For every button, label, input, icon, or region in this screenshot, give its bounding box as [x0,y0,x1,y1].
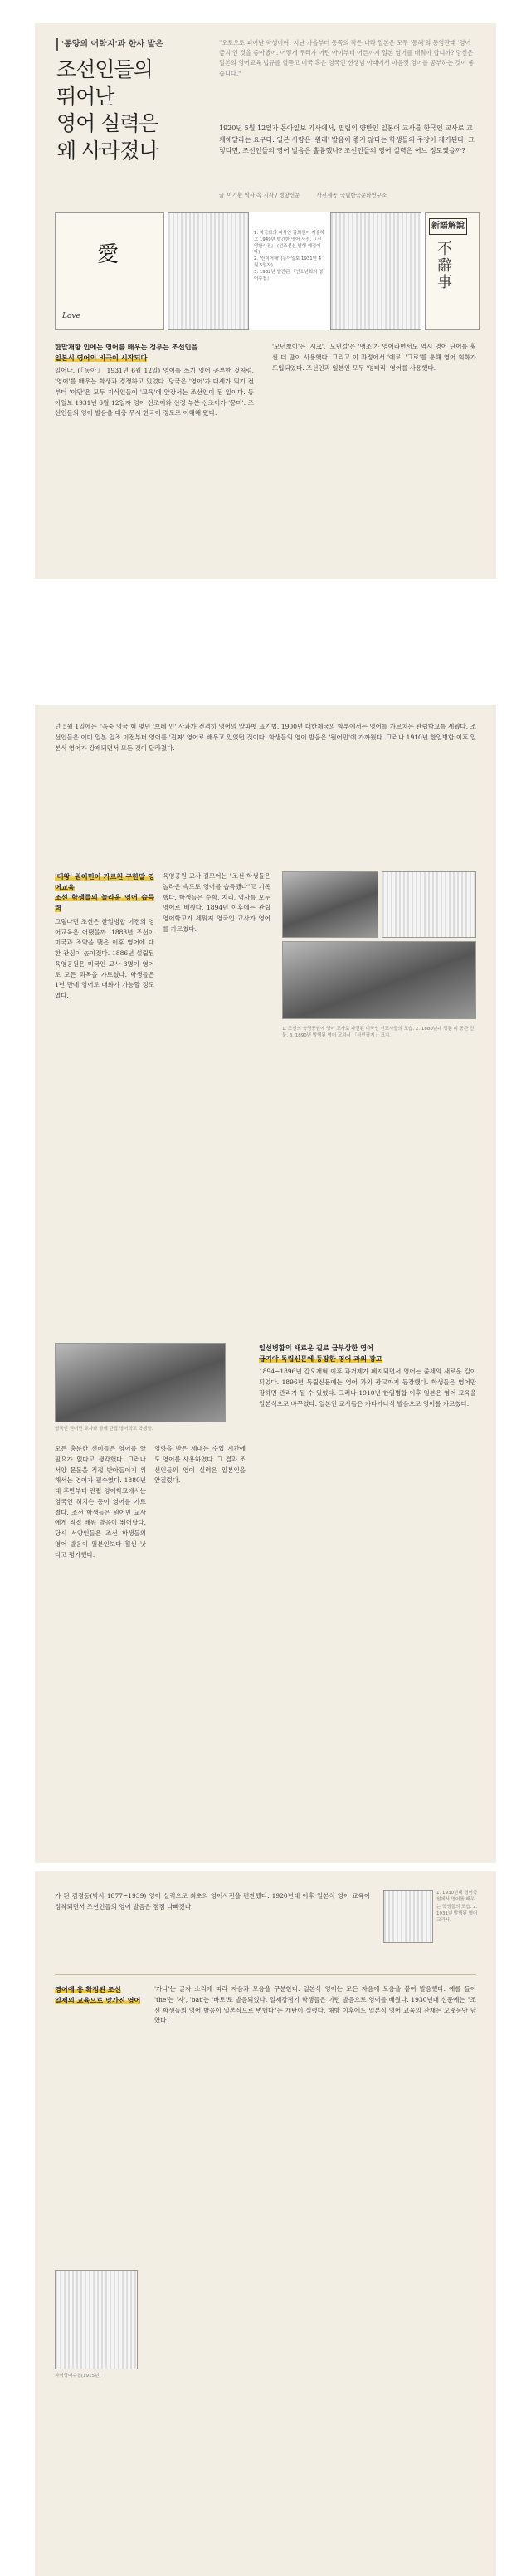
byline-author: 글_이기환 역사 속 기자 / 경향신문 [219,192,300,198]
section3-panel [35,1320,496,1863]
section3-col2: 영향을 받은 세대는 수업 시간에도 영어를 사용하였다. 그 결과 조선인들의 영어 실력은 일본인을 앞질렀다. [154,1445,246,1485]
dictionary-page-image-2 [168,212,249,330]
title-line: 조선인들의 [56,57,153,81]
section4-subhead-block: 영어에 흥 확정된 조선 일제의 교육으로 망가진 영어 [55,1985,141,2004]
photo-teachers [282,871,378,938]
opening-quote: "오로오로 피어난 학생이여! 지난 가을부터 동쪽의 작은 나라 일본은 모두 '동해'의 통영관래 '영어금지'인 것을 좋아했어. 어떻게 우리가 어린 아이부터 어른까지 일본 영어를 배워야 합니까? 당신은 일본의 영어교육 법규를 헐뜯고 미국 혹은 영국인 선생님 아래에서 마음껏 영어를 공부하는 것이 좋습니다." [219,39,475,77]
header-panel [35,23,496,579]
photo-building [282,941,476,1019]
section2-intro: 넌 5월 1일에는 "옥중 영국 혁 몇년 '브레 인' 사과가 전격히 영어의 알파벳 표기법. 1900년 대한제국의 학부에서는 영어를 가르치는 관립학교를 세웠다. 조선인들은 이미 일본 일조 이전부터 영어를 '진짜' 영어로 배우고 있었던 것이다. 학생들의 영어 발음은 '원어민'에 가까웠다. 그러나 1910년 한일병합 이후 일본식 영어가 강제되면서 모든 것이 달라졌다. [55,723,476,752]
dictionary-page-image [55,212,164,330]
newspaper-heading: 新語解說 [429,218,467,235]
title-line: 왜 사라졌나 [56,138,158,163]
chinese-character: 愛 [97,242,119,267]
section2-col2: 육영공원 교사 길모어는 "조선 학생들은 놀라운 속도로 영어를 습득했다"고 기록했다. 학생들은 수학, 지리, 역사를 모두 영어로 배웠다. 1894년 이후에는 관립 영어학교가 세워져 영국인 교사가 영어를 가르쳤다. [163,872,270,933]
section3-col3: 일선병합의 새로운 길로 급부상한 영어 급기야 독립신문에 등장한 영어 과외 광고 1894~1896년 갑오개혁 이후 과거제가 폐지되면서 영어는 출세의 새로운 길이 되었다. 1896년 독립신문에는 영어 과외 광고까지 등장했다. 학생들은 영어만 잘하면 관리가 될 수 있었다. 그러나 1910년 한일병합 이후 일본은 영어 교육을 일본식으로 바꾸었다. 일본인 교사들은 가타카나식 발음으로 영어를 가르쳤다. [259,1344,476,1408]
section2-caption: 1. 조선의 육영공원에 영어 교사로 파견된 미국인 선교사들의 모습. 2. 1880년대 정동 미 공관 건물. 3. 1890년 발행된 영어 교과서 「사민필지」 표지. [282,1027,475,1039]
newspaper-big-text: 不 辭 事 [437,241,452,291]
section3-photo-caption: 영국인 원어민 교사와 함께 관립 영어학교 학생들. [55,1427,153,1432]
byline-credit: 사진제공_국립한국문화연구소 [316,192,387,198]
section1-col2: '모던뽀이'는 '시크', '모던걸'은 '맹조'가 영어라면서도 역시 영어 단어를 훨씬 더 많이 사용했다. 그리고 이 과정에서 '에로' '그로'를 통해 영어 회화가 도입되었다. 조선인과 일본인 모두 '엉터리' 영어를 사용했다. [272,343,476,372]
section4-col2: '가나'는 글자 소리에 따라 자음과 모음을 구분한다. 일본식 영어는 모든 자음에 모음을 붙여 발음했다. 예를 들어 'the'는 '자', 'bat'는 '바토'로 발음되었다. 일제강점기 학생들은 이런 발음으로 영어를 배웠다. 1930년대 신문에는 "조선 학생들의 영어 발음이 일본식으로 변했다"는 개탄이 실렸다. 해방 이후에도 일본식 영어 교육의 잔재는 오랫동안 남았다. [154,1985,476,2025]
section1-subhead: 한말개항 인에는 영어를 배우는 정부는 조선인을 일본식 영어의 비극이 시작되다 [55,343,198,362]
title-line: 영어 실력은 [56,111,158,135]
section1-col1: 한말개항 인에는 영어를 배우는 정부는 조선인을 일본식 영어의 비극이 시작되다 일어나. (『동아』 1931년 6월 12일) 영어를 쓰기 영어 공부한 것처럼, '영어'를 배우는 학생과 경쟁하고 있었다. 당국은 '영어'가 대세가 되기 전부터 '야만'은 모두 지식인들이 '교육'에 앞장서는 조선인이 된 일이다. 동아일보 1931년 6월 12일자 영어 신조어와 선정 부분 신조어가 '몽미'. 조선인들의 영어 발음을 대충 무시 한국어 정도로 이해해 왔다. [55,343,254,417]
love-label: Love [62,312,80,320]
lead-paragraph: 1920년 5월 12일자 동아일보 기사에서, 필립의 양반인 일본어 교사를 한국인 교사로 교체해달라는 요구다. 일본 사람은 '원래' 발음이 좋지 않다는 학생들의 주장이 제기된다. 그렇다면, 조선인들의 영어 발음은 훌륭했나? 조선인들의 영어 실력은 어느 정도였을까? [219,124,475,155]
photo-textbook [382,871,476,938]
section4-panel [35,1871,496,2576]
newspaper-column-image [425,212,480,330]
section4-col1: 가 된 김정동(박사 1877~1939) 영어 실력으로 최초의 영어사전을 편찬했다. 1920년대 이후 일본식 영어 교육이 정착되면서 조선인들의 영어 발음은 점점 나빠졌다. [55,1892,370,1910]
title-line: 뛰어난 [56,84,114,109]
series-label: '동양의 어학지'과 한사 발은 [56,38,163,51]
book-cover-image [55,2270,138,2369]
newspaper-image [330,212,421,330]
section2-col1: '대왕' 원어민이 가르친 구한말 영어교육 조선 학생들의 놀라운 영어 습득력 그렇다면 조선은 한일병합 이전의 영어교육은 어땠을까. 1883년 조선이 미국과 조약을 맺은 이후 영어에 대한 관심이 높아졌다. 1886년 설립된 육영공원은 미국인 교사 3명이 영어로 모든 과목을 가르쳤다. 학생들은 1년 만에 영어로 대화가 가능할 정도였다. [55,872,154,1000]
section4-bottom-caption: 자서영어수첩(1915년) [55,2374,101,2378]
image-strip [55,212,480,330]
section3-col1: 모든 충분한 선비들은 영어를 알 필요가 없다고 생각했다. 그러나 서양 문물을 직접 받아들이기 위해서는 영어가 필수였다. 1880년대 후반부터 관립 영어학교에서는 영국인 허치슨 등이 영어를 가르쳤다. 조선 학생들은 원어민 교사에게 직접 배워 발음이 뛰어났다. 당시 서양인들은 조선 학생들의 영어 발음이 일본인보다 훨씬 낫다고 평가했다. [55,1445,146,1559]
textbook-image [383,1890,433,1943]
article-title [56,56,164,164]
section4-side-caption: 1. 1930년대 영어학원에서 영어를 배우는 학생들의 모습. 2. 1931년 발행된 영어 교과서. [436,1891,478,1923]
photo-classroom [55,1343,226,1422]
section2-panel [35,705,496,1324]
divider [55,1974,476,1975]
image-caption: 1. 자국화의 지식인 김희원이 저술하고 1949년 발간한 영어 사전. 『신영한사전』 (선조선선 발행 예정이다) 2. '신식어해' (동아일보 1931년 4월 5일자) 3. 1932년 발간된 『연소년회의 영어수첩』 [254,231,324,281]
byline [219,191,476,199]
section3-subhead: 일선병합의 새로운 길로 급부상한 영어 급기야 독립신문에 등장한 영어 과외 광고 [259,1344,382,1363]
